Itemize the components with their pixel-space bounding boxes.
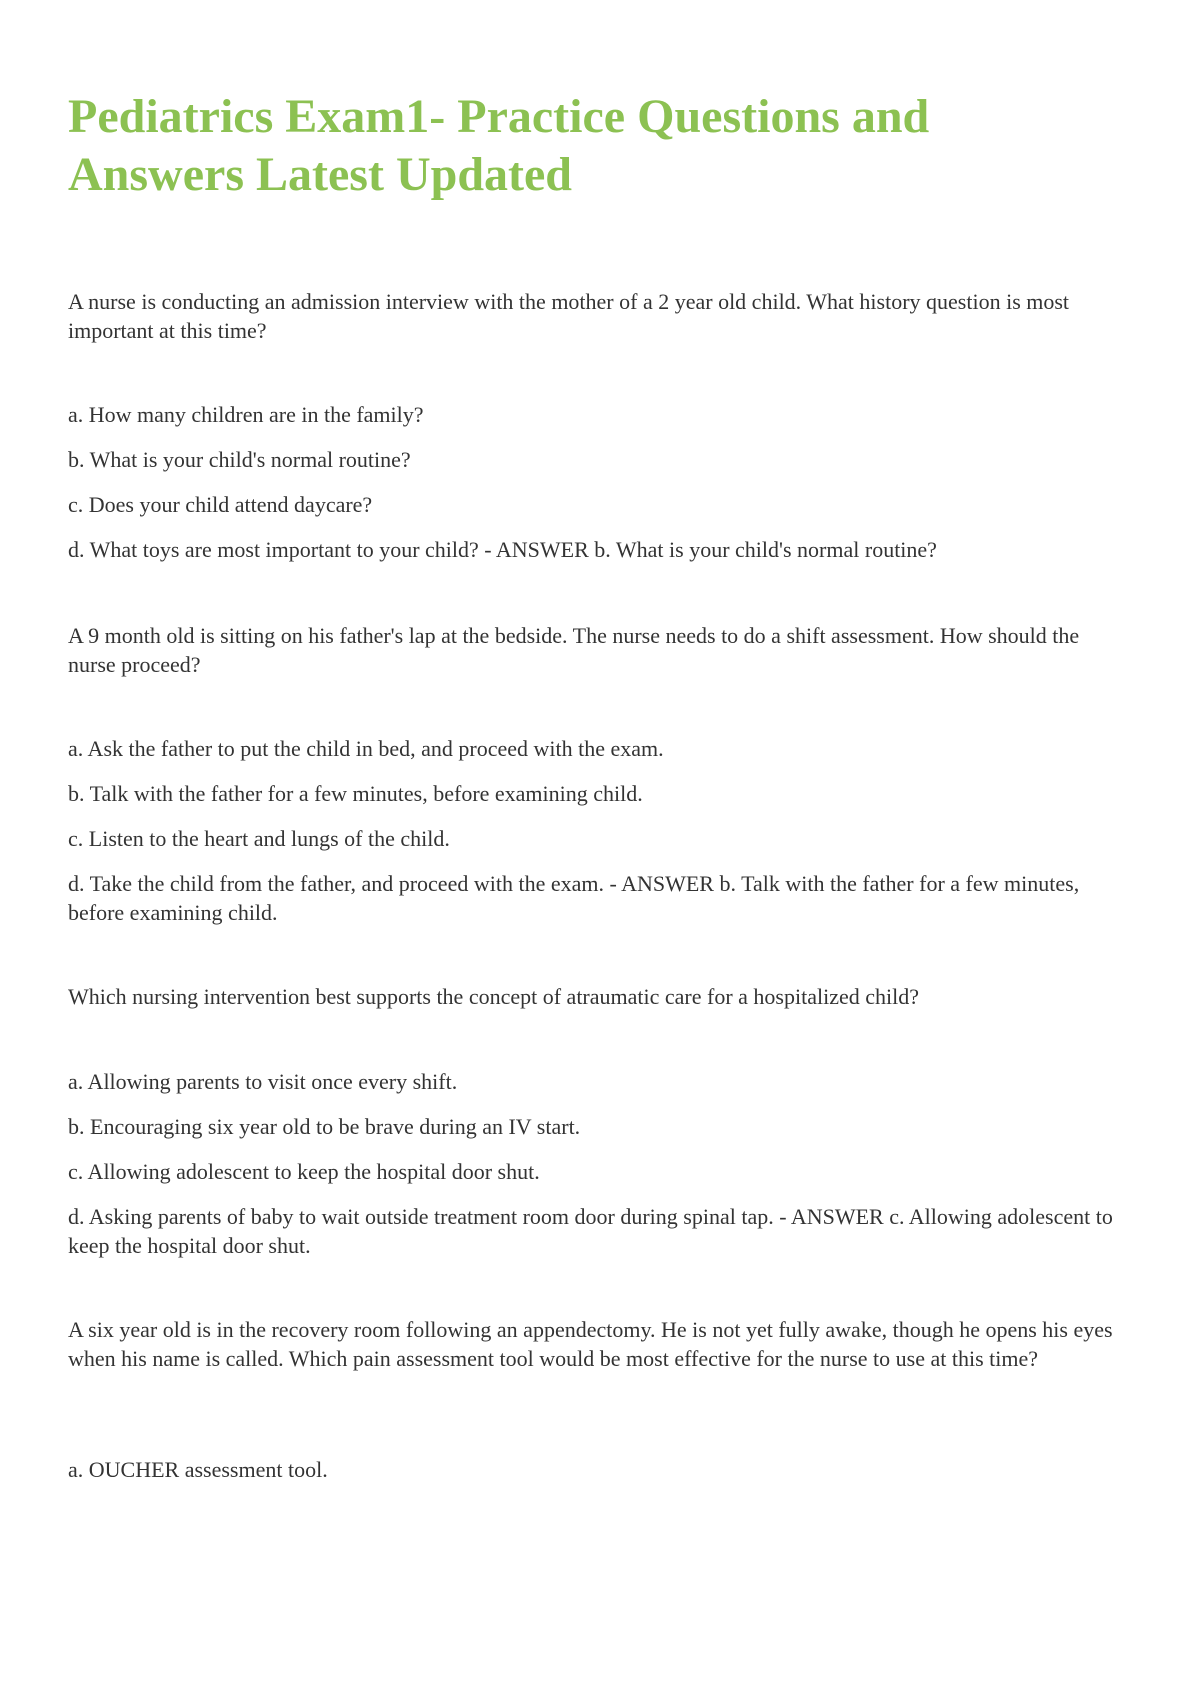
question-3-option-d-answer: d. Asking parents of baby to wait outside treatment room door during spinal tap. - ANSWER c. Allowing adolescent to keep the hospital door shut. — [68, 1204, 1113, 1258]
question-3-prompt: Which nursing intervention best supports the concept of atraumatic care for a hospitalized child? — [68, 984, 919, 1009]
question-1-option-d-answer: d. What toys are most important to your child? - ANSWER b. What is your child's normal routine? — [68, 537, 937, 562]
question-3-option-b: b. Encouraging six year old to be brave during an IV start. — [68, 1114, 581, 1139]
question-2-option-a: a. Ask the father to put the child in bed, and proceed with the exam. — [68, 736, 664, 761]
question-3-option-c: c. Allowing adolescent to keep the hospital door shut. — [68, 1159, 540, 1184]
question-4-prompt: A six year old is in the recovery room following an appendectomy. He is not yet fully awake, though he opens his eyes when his name is called. Which pain assessment tool would be most effective for the nurse to use at this time? — [68, 1317, 1113, 1371]
question-3-option-a: a. Allowing parents to visit once every shift. — [68, 1069, 458, 1094]
question-2-option-d-answer: d. Take the child from the father, and proceed with the exam. - ANSWER b. Talk with the father for a few minutes, before examining child. — [68, 871, 1080, 925]
question-2-option-b: b. Talk with the father for a few minutes, before examining child. — [68, 781, 643, 806]
question-2-option-c: c. Listen to the heart and lungs of the child. — [68, 826, 450, 851]
question-2-prompt: A 9 month old is sitting on his father's lap at the bedside. The nurse needs to do a shift assessment. How should the nurse proceed? — [68, 623, 1080, 677]
document-title: Pediatrics Exam1- Practice Questions and Answers Latest Updated — [68, 90, 930, 201]
question-1-prompt: A nurse is conducting an admission interview with the mother of a 2 year old child. What history question is most important at this time? — [68, 289, 1070, 343]
question-1-option-b: b. What is your child's normal routine? — [68, 447, 411, 472]
question-1-option-a: a. How many children are in the family? — [68, 402, 424, 427]
question-4-option-a: a. OUCHER assessment tool. — [68, 1457, 328, 1482]
question-1-option-c: c. Does your child attend daycare? — [68, 492, 373, 517]
